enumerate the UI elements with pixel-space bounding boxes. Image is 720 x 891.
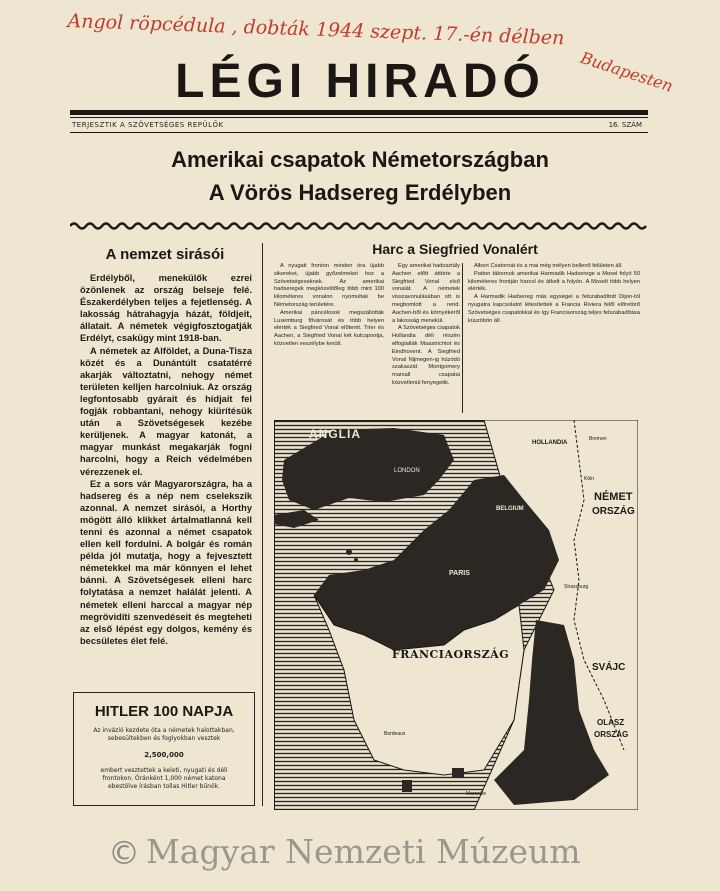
map-label-london: LONDON bbox=[394, 468, 420, 474]
map-label-olasz-orszag: ORSZÁG bbox=[594, 730, 629, 739]
left-paragraph: Ez a sors vár Magyarországra, ha a hadsereg és a nép nem cselekszik azonnal. A nemzet sirásói, a Horthy mögött álló klikket ártalmatlanná kell tenni és azonnal a német csapatok ellen kell fordulni. A bolgár és román példa jól mutatja, hogy a fejvesztett németekkel ma már könnyen el lehet bánni. A Szövetségesek elleni harc folytatása a nemzet halálát jelenti. A németek elleni harccal a magyar nép megrövidíti szenvedéseit és megteheti az első lépést egy dolgos, kemény és becsületes élet felé. bbox=[80, 478, 252, 646]
col-c-paragraph: Albert Csatornát és a mai még mélyen bellenő felületen áll. bbox=[474, 263, 623, 269]
box-number: 2,500,000 bbox=[144, 751, 184, 759]
decorative-divider bbox=[70, 221, 648, 231]
map-island bbox=[354, 558, 358, 562]
map-label-anglia: ANGLIA bbox=[309, 427, 361, 441]
map-label-hollandia: HOLLANDIA bbox=[532, 440, 568, 446]
main-headline-1: Amerikai csapatok Németországban bbox=[171, 147, 549, 172]
map-label-svajc: SVÁJC bbox=[592, 662, 626, 673]
masthead-rule bbox=[70, 110, 648, 115]
col-c-paragraph: A Harmadik Hadsereg más egységei a felszabadított Dijon-tól nyugatra kapcsolatot létesítettek a Francia Riviera felől előretörő Szövetséges csapatokkal és így Franciaország teljes felszabadítása küszöbön áll. bbox=[468, 294, 640, 324]
handwritten-note-city: Budapesten bbox=[578, 48, 676, 96]
map-label-strassburg: Strassburg bbox=[564, 584, 589, 590]
copyright-symbol: © bbox=[108, 834, 140, 872]
hitler-100-days-box bbox=[73, 692, 255, 806]
map-label-bordeaux: Bordeaux bbox=[384, 731, 406, 737]
map-label-belgium: BELGIUM bbox=[496, 506, 524, 512]
map-label-orszag: ORSZÁG bbox=[592, 506, 635, 517]
handwritten-note: Angol röpcédula , dobták 1944 szept. 17.-én délben bbox=[67, 10, 565, 50]
main-headline-2: A Vörös Hadsereg Erdélyben bbox=[208, 180, 512, 205]
right-article-col-b-text bbox=[392, 263, 460, 388]
box-text: Az invázió kezdete óta a németek halottakban, sebesültekben és foglyokban vesztek bbox=[93, 727, 235, 742]
map-legend-flag bbox=[402, 780, 412, 792]
masthead-rule-bottom bbox=[70, 132, 648, 133]
right-article-col-c bbox=[468, 263, 640, 325]
left-paragraph: A németek az Alföldet, a Duna-Tisza közét és a Dunántúlt csatatérré akarják változtatni, nehogy német területen kelljen harcolniuk. Az ország legfontosabb gyárait és hídjait fel fogják robbantani, nehogy kiürítésük után a Szövetségesek kezébe kerüljenek. A magyar katonát, a magyar munkást megakarják fogni harcolni, hogy a Reich védelmében vérezzenek el. bbox=[80, 345, 252, 477]
western-front-map bbox=[274, 420, 638, 810]
masthead-title: LÉGI HIRADÓ bbox=[175, 55, 545, 108]
box-title: HITLER 100 NAPJA bbox=[94, 703, 234, 720]
col-b-paragraph: A Szövetséges csapatok Hollandia déli részén elfoglalták Maastrichtot és Eindhovent. A Siegfried Vonal Nijmegen-ig húzódó szakaszát Montgomery marsall csapatai közvetlenül fenyegetik. bbox=[392, 325, 460, 386]
museum-watermark: Magyar Nemzeti Múzeum bbox=[146, 832, 581, 871]
map-island bbox=[346, 549, 352, 555]
col-b-paragraph: Egy amerikai hadosztály Aachen előtt áttörte a Siegfried Vonal első vonalát. A németek visszavonulásában ott is megbomlott a rend. Aachen-ből és környékéről a lakosság menekül. bbox=[392, 263, 460, 324]
map-label-paris: PARIS bbox=[449, 570, 470, 577]
map-label-olasz: OLASZ bbox=[597, 718, 625, 727]
issue-number: 16. SZÁM bbox=[608, 121, 642, 129]
masthead-rule-thin bbox=[70, 117, 648, 118]
left-article-body bbox=[80, 272, 252, 647]
box-footer: embert vesztettek a keleti, nyugati és déli frontokon. Óránként 1,000 német katona ebestölve írásban tollas Hitler bűnök. bbox=[100, 767, 228, 790]
left-article-title: A nemzet sirásói bbox=[105, 246, 225, 263]
map-legend-flag bbox=[452, 768, 464, 778]
column-divider-small bbox=[462, 263, 463, 413]
right-article-col-a bbox=[274, 263, 384, 349]
left-paragraph: Erdélyből, menekülők ezrei özönlenek az ország belseje felé. Északerdélyben teljes a fejetlenség. A lakosság hátrahagyja házát, földjeit, állatait. A németek végigfosztogatják Erdélyt, csakügy mint 1918-ban. bbox=[80, 273, 252, 344]
map-label-franciaorszag: FRANCIAORSZÁG bbox=[392, 648, 510, 661]
column-divider bbox=[262, 243, 263, 806]
map-label-bremen: Bremen bbox=[589, 436, 607, 442]
map-label-marseille: Marseille bbox=[466, 791, 487, 797]
map-label-nemet: NÉMET bbox=[594, 491, 633, 503]
publisher-line: TERJESZTIK A SZÖVETSÉGES REPÜLŐK bbox=[72, 121, 224, 129]
map-label-koln: Köln bbox=[584, 476, 595, 482]
col-c-paragraph: Patton tábornok amerikai Harmadik Hadserege a Mosel folyó 50 kilométeres frontján harcol és átkelt a folyón. A Moselt több helyen elérték. bbox=[468, 270, 640, 293]
col-a-paragraph: Amerikai páncélosok megszállották Luxemburg fővárosát és több helyen elérték a Siegfried Vonal előterét. Trier és Aachen, a Siegfried Vonal két kulcspontja, közvetlen veszélybe került. bbox=[274, 309, 384, 347]
col-a-paragraph: A nyugati fronton minden óra újabb sikereket, újabb győzelmeket hoz a Szövetségeseknek. Az amerikai hadseregek megközelítőleg több mint 100 kilométeres vonalon nyomultak be Németország területére. bbox=[274, 263, 384, 308]
right-article-title: Harc a Siegfried Vonalért bbox=[372, 241, 538, 257]
